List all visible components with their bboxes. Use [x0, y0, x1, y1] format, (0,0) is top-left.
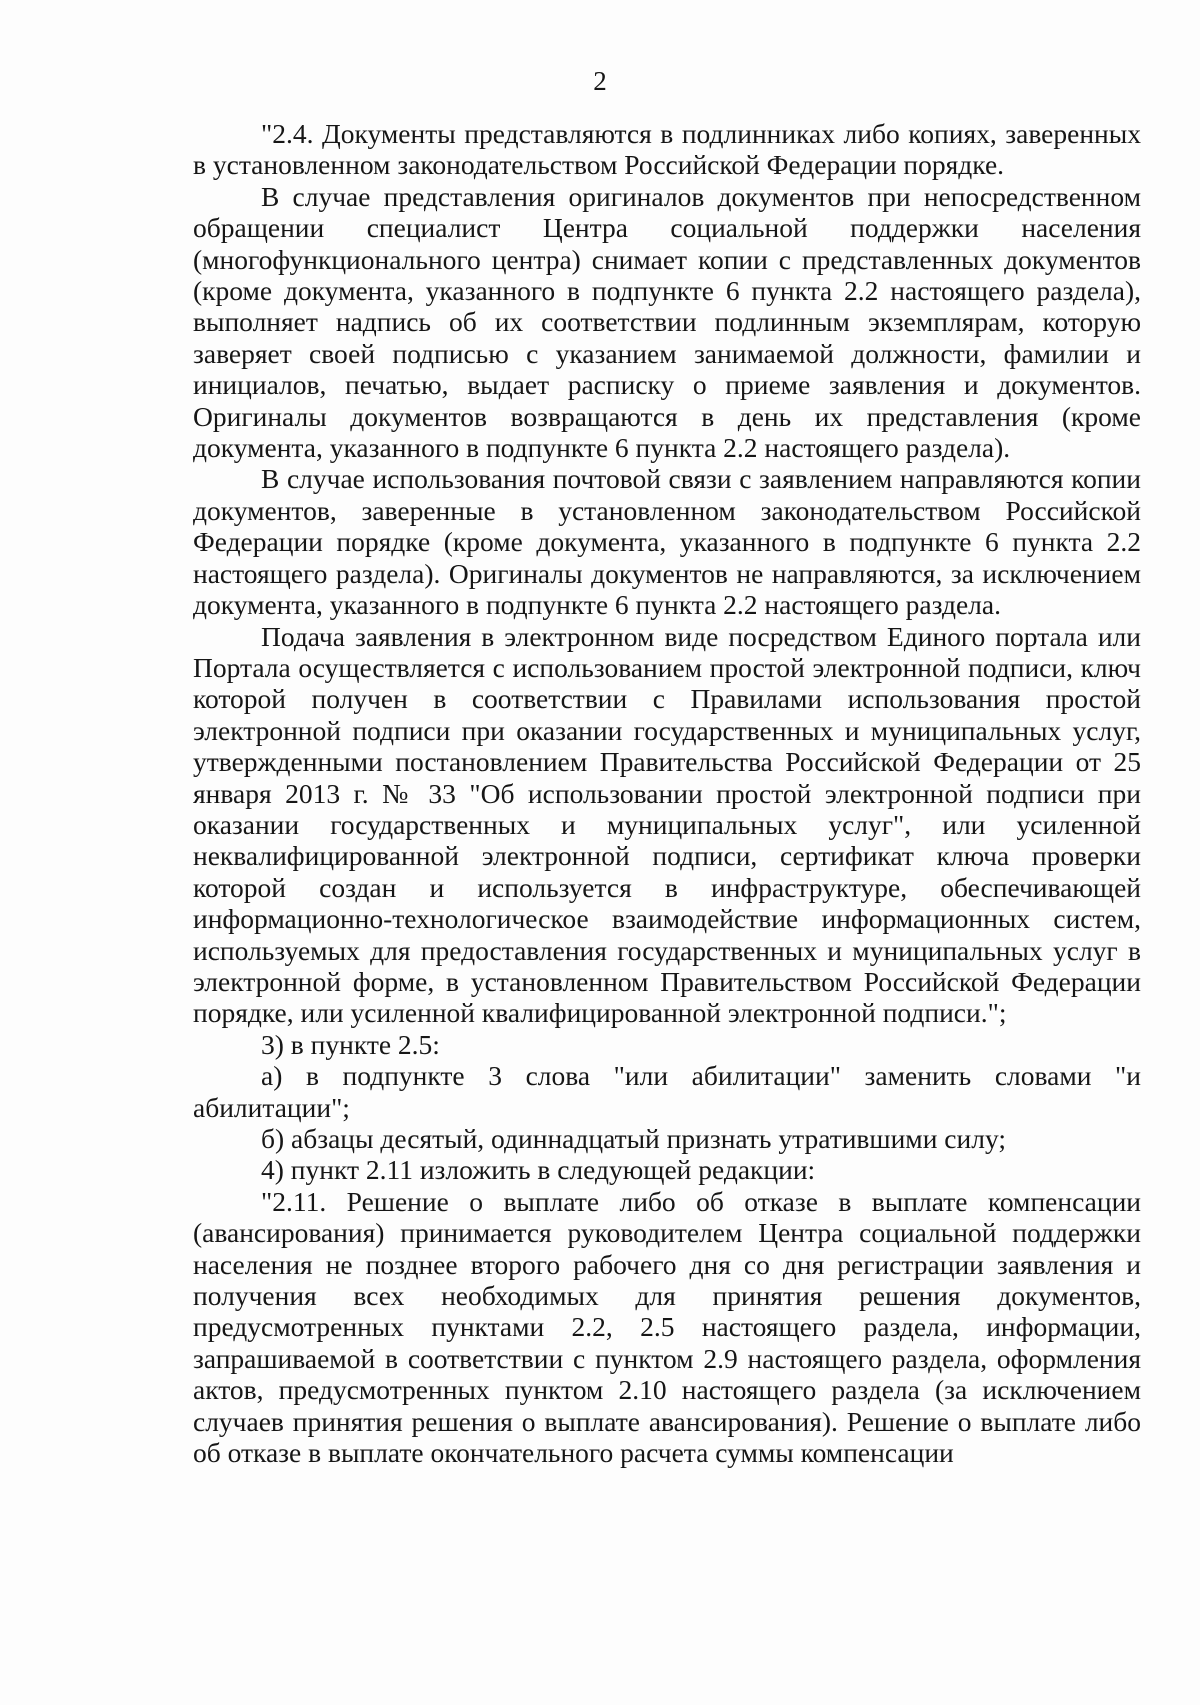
paragraph-originals: В случае представления оригиналов документов при непосредственном обращении специалист Центра социальной поддержки населения (многофункционального центра) снимает копии с представленных документов (кроме документа, указанного в подпункте 6 пункта 2.2 настоящего раздела), выполняет надпись об их соответствии подлинным экземплярам, которую заверяет своей подписью с указанием занимаемой должности, фамилии и инициалов, печатью, выдает расписку о приеме заявления и документов. Оригиналы документов возвращаются в день их представления (кроме документа, указанного в подпункте 6 пункта 2.2 настоящего раздела).	[193, 180, 1141, 464]
paragraph-item-3a: а) в подпункте 3 слова "или абилитации" заменить словами "и абилитации";	[193, 1060, 1141, 1123]
paragraph-item-3b: б) абзацы десятый, одиннадцатый признать утратившими силу;	[261, 1123, 1006, 1154]
paragraph-electronic: Подача заявления в электронном виде посредством Единого портала или Портала осуществляется с использованием простой электронной подписи, ключ которой получен в соответствии с Правилами использования простой электронной подписи при оказании государственных и муниципальных услуг, утвержденными постановлением Правительства Российской Федерации от 25 января 2013 г. № 33 "Об использовании простой электронной подписи при оказании государственных и муниципальных услуг", или усиленной неквалифицированной электронной подписи, сертификат ключа проверки которой создан и используется в инфраструктуре, обеспечивающей информационно-технологическое взаимодействие информационных систем, используемых для предоставления государственных и муниципальных услуг в электронной форме, в установленном Правительством Российской Федерации порядке, или усиленной квалифицированной электронной подписи.";	[193, 620, 1141, 1029]
document-body	[193, 118, 1141, 1468]
paragraph-2-4: "2.4. Документы представляются в подлинниках либо копиях, заверенных в установленном законодательством Российской Федерации порядке.	[193, 118, 1141, 181]
paragraph-postal: В случае использования почтовой связи с заявлением направляются копии документов, заверенные в установленном законодательством Российской Федерации порядке (кроме документа, указанного в подпункте 6 пункта 2.2 настоящего раздела). Оригиналы документов не направляются, за исключением документа, указанного в подпункте 6 пункта 2.2 настоящего раздела.	[193, 463, 1141, 621]
paragraph-2-11: "2.11. Решение о выплате либо об отказе в выплате компенсации (авансирования) принимается руководителем Центра социальной поддержки населения не позднее второго рабочего дня со дня регистрации заявления и получения всех необходимых для принятия решения документов, предусмотренных пунктами 2.2, 2.5 настоящего раздела, информации, запрашиваемой в соответствии с пунктом 2.9 настоящего раздела, оформления актов, предусмотренных пунктом 2.10 настоящего раздела (за исключением случаев принятия решения о выплате авансирования). Решение о выплате либо об отказе в выплате окончательного расчета суммы компенсации	[193, 1185, 1141, 1469]
paragraph-item-4: 4) пункт 2.11 изложить в следующей редакции:	[261, 1154, 816, 1186]
page-number: 2	[593, 66, 607, 96]
paragraph-item-3: 3) в пункте 2.5:	[261, 1028, 440, 1060]
